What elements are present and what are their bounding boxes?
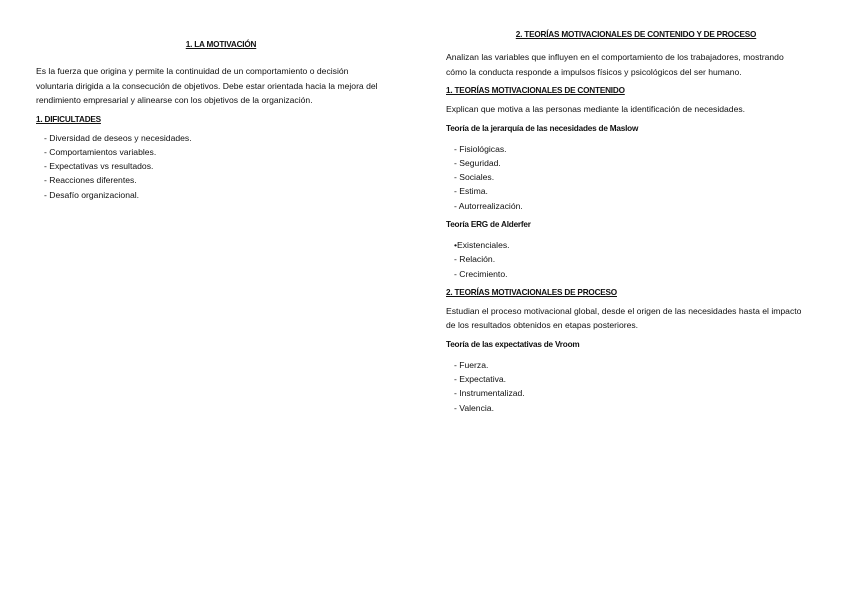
section-title-content-theories: 1. TEORÍAS MOTIVACIONALES DE CONTENIDO [446, 86, 625, 95]
intro-paragraph [36, 64, 406, 108]
list-item: - Comportamientos variables. [44, 145, 406, 159]
section-title-process-theories: 2. TEORÍAS MOTIVACIONALES DE PROCESO [446, 287, 617, 297]
list-item: - Fuerza. [454, 358, 826, 372]
list-item: - Valencia. [454, 401, 826, 415]
difficulties-list [36, 131, 406, 202]
list-item: • Existenciales. [454, 238, 826, 252]
list-item: - Fisiológicas. [454, 142, 826, 156]
section-title-difficulties: 1. DIFICULTADES [36, 114, 101, 124]
list-item: - Relación. [454, 252, 826, 266]
list-item: - Estima. [454, 184, 826, 198]
section-title-theories: 2. TEORÍAS MOTIVACIONALES DE CONTENIDO Y DE PROCESO [515, 30, 757, 39]
left-column [36, 40, 406, 202]
process-line: de los resultados obtenidos en etapas posteriores. [446, 320, 639, 331]
erg-list [446, 238, 826, 281]
intro-line: cómo la conducta responde a impulsos físicos y psicológicos del ser humano. [446, 66, 742, 77]
vroom-list [446, 358, 826, 415]
intro-line: rendimiento empresarial y alinearse con los objetivos de la organización. [36, 95, 313, 105]
process-description [446, 304, 826, 333]
maslow-list [446, 142, 826, 213]
list-item: - Reacciones diferentes. [44, 173, 406, 187]
intro-line: Analizan las variables que influyen en el comportamiento de los trabajadores, mostrando [446, 52, 784, 62]
content-description: Explican que motiva a las personas mediante la identificación de necesidades. [446, 104, 746, 114]
list-item: - Crecimiento. [454, 267, 826, 281]
list-item: - Seguridad. [454, 156, 826, 170]
list-item: - Expectativas vs resultados. [44, 159, 406, 173]
right-column [446, 30, 826, 415]
erg-title: Teoría ERG de Alderfer [446, 219, 531, 229]
vroom-title: Teoría de las expectativas de Vroom [446, 339, 580, 349]
list-item: - Diversidad de deseos y necesidades. [44, 131, 406, 145]
theories-intro [446, 50, 826, 79]
list-item: - Instrumentalizad. [454, 386, 826, 400]
list-item: - Expectativa. [454, 372, 826, 386]
list-item: - Autorrealización. [454, 199, 826, 213]
maslow-title: Teoría de la jerarquía de las necesidades de Maslow [446, 123, 639, 133]
process-line: Estudian el proceso motivacional global, desde el origen de las necesidades hasta el impacto [446, 305, 802, 316]
section-title-motivation: 1. LA MOTIVACIÓN [185, 40, 257, 49]
intro-line: voluntaria dirigida a la consecución de objetivos. Debe estar orientada hacia la mejora del [36, 80, 378, 91]
list-item: - Desafío organizacional. [44, 188, 406, 202]
list-item: - Sociales. [454, 170, 826, 184]
intro-line: Es la fuerza que origina y permite la continuidad de un comportamiento o decisión [36, 66, 349, 76]
